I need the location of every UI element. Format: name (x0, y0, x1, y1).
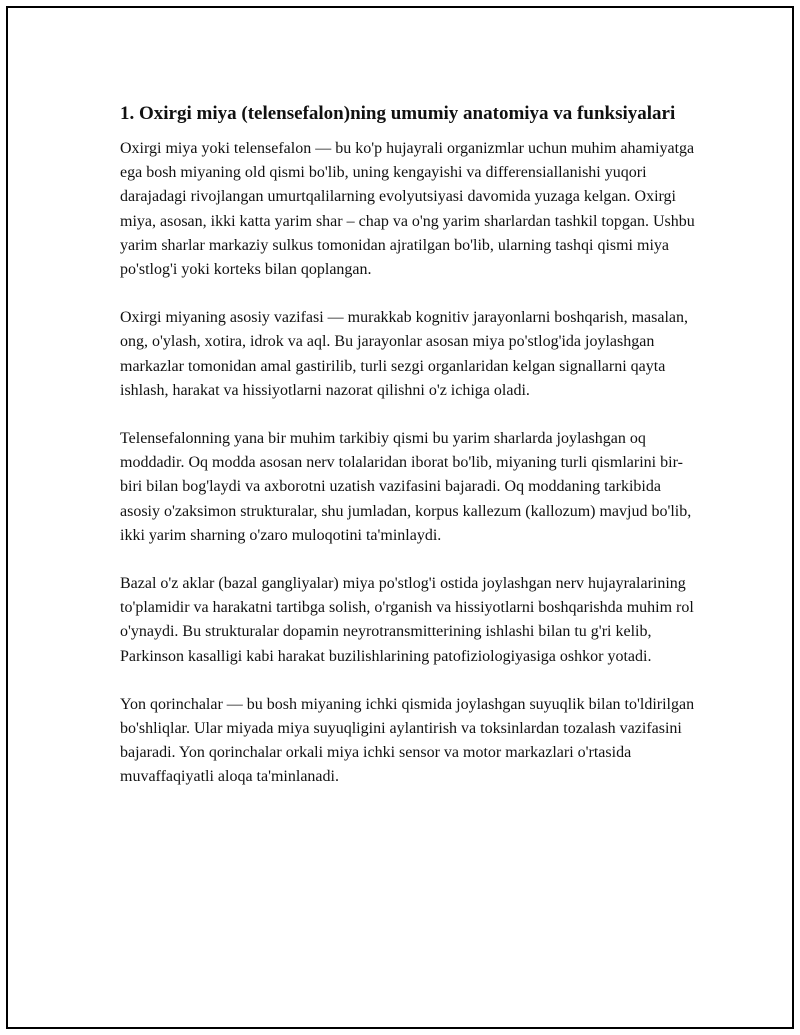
page-frame (6, 6, 794, 1029)
paragraph-5: Yon qorinchalar — bu bosh miyaning ichki qismida joylashgan suyuqlik bilan to'ldirilgan bo'shliqlar. Ular miyada miya suyuqligini aylantirish va toksinlardan tozalash vazifasini bajaradi. Yon qorinchalar orkali miya ichki sensor va motor markazlari o'rtasida muvaffaqiyatli aloqa ta'minlanadi. (120, 695, 695, 786)
paragraph-3: Telensefalonning yana bir muhim tarkibiy qismi bu yarim sharlarda joylashgan oq moddadir. Oq modda asosan nerv tolalaridan iborat bo'lib, miyaning turli qismlarini bir-biri bilan bog'laydi va axborotni uzatish vazifasini bajaradi. Oq moddaning tarkibida asosiy o'zaksimon strukturalar, shu jumladan, korpus kallezum (kallozum) mavjud bo'lib, ikki yarim sharning o'zaro muloqotini ta'minlaydi. (120, 430, 692, 544)
paragraph-2: Oxirgi miyaning asosiy vazifasi — murakkab kognitiv jarayonlarni boshqarish, masalan, ong, o'ylash, xotira, idrok va aql. Bu jarayonlar asosan miya po'stlog'ida joylashgan markazlar tomonidan amal gastirilib, turli sezgi organlaridan kelgan signallarni qayta ishlash, harakat va hissiyotlarni nazorat qilishni o'z ichiga oladi. (120, 309, 689, 399)
paragraph-1: Oxirgi miya yoki telensefalon — bu ko'p hujayrali organizmlar uchun muhim ahamiyatga ega bosh miyaning old qismi bo'lib, uning kengayishi va differensiallanishi yuqori darajadagi rivojlangan umurtqalilarning evolyutsiyasi davomida yuzaga kelgan. Oxirgi miya, asosan, ikki katta yarim shar – chap va o'ng yarim sharlardan tashkil topgan. Ushbu yarim sharlar markaziy sulkus tomonidan ajratilgan bo'lib, ularning tashqi qismi miya po'stlog'i yoki korteks bilan qoplangan. (120, 140, 695, 279)
section-heading: 1. Oxirgi miya (telensefalon)ning umumiy anatomiya va funksiyalari (120, 103, 676, 124)
paragraph-4: Bazal o'z aklar (bazal gangliyalar) miya po'stlog'i ostida joylashgan nerv hujayralarining to'plamidir va harakatni tartibga solish, o'rganish va hissiyotlarni boshqarishda muhim rol o'ynaydi. Bu strukturalar dopamin neyrotransmitterining ishlashi bilan tu g'ri kelib, Parkinson kasalligi kabi harakat buzilishlarining patofiziologiyasiga oshkor yotadi. (120, 575, 694, 665)
document-body (120, 101, 700, 814)
